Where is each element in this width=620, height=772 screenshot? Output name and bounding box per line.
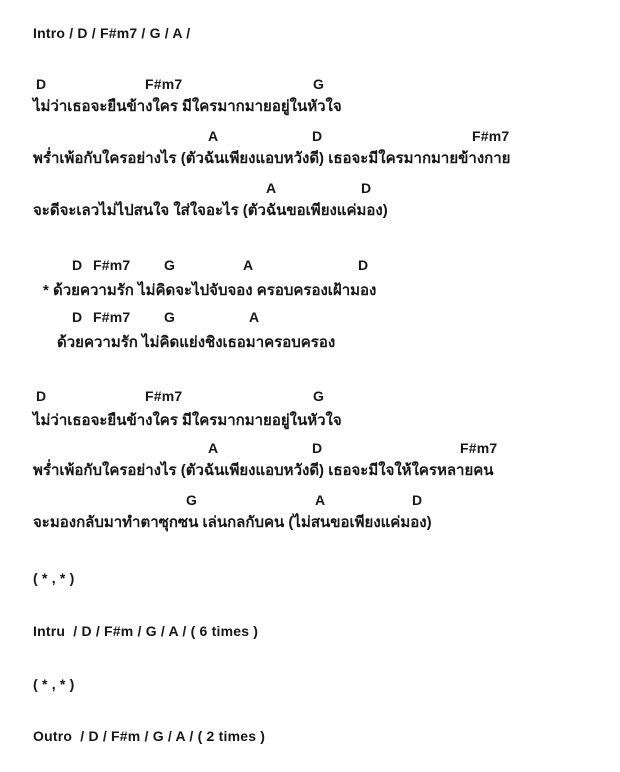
chord-a: A [315,492,326,508]
chord-a: A [249,309,260,325]
chord-line [0,181,620,197]
chord-line [0,77,620,93]
chord-fsharpm7: F#m7 [460,440,498,456]
outro-line: Outro / D / F#m / G / A / ( 2 times ) [33,728,266,744]
chord-d: D [36,76,47,92]
lyric-line: จะมองกลับมาทำตาซุกซน เล่นกลกับคน (ไม่สนขอเพียงแค่มอง) [33,514,432,531]
chord-a: A [266,180,277,196]
chord-g: G [313,76,325,92]
intro-line: Intro / D / F#m7 / G / A / [33,25,191,41]
lyric-line: จะดีจะเลวไม่ไปสนใจ ใส่ใจอะไร (ตัวฉันขอเพียงแค่มอง) [33,202,388,219]
lyric-line: ด้วยความรัก ไม่คิดแย่งชิงเธอมาครอบครอง [57,334,336,351]
lyric-line: * ด้วยความรัก ไม่คิดจะไปจับจอง ครอบครองเฝ้ามอง [43,282,377,299]
chord-d: D [72,309,83,325]
chord-d: D [361,180,372,196]
chord-d: D [312,128,323,144]
chord-line [0,310,620,326]
chord-line [0,258,620,274]
chord-fsharpm7: F#m7 [472,128,510,144]
repeat-marker-1: ( * , * ) [33,570,75,586]
chord-g: G [164,309,176,325]
chord-a: A [208,128,219,144]
chord-line [0,493,620,509]
chord-a: A [208,440,219,456]
chord-d: D [72,257,83,273]
repeat-marker-2: ( * , * ) [33,676,75,692]
chord-d: D [312,440,323,456]
chord-d: D [412,492,423,508]
lyric-line: ไม่ว่าเธอจะยืนข้างใคร มีใครมากมายอยู่ในหัวใจ [33,412,342,429]
chord-fsharpm7: F#m7 [93,309,131,325]
chord-a: A [243,257,254,273]
chord-fsharpm7: F#m7 [93,257,131,273]
chord-d: D [358,257,369,273]
chord-g: G [313,388,325,404]
lyric-line: ไม่ว่าเธอจะยืนข้างใคร มีใครมากมายอยู่ในหัวใจ [33,98,342,115]
chord-d: D [36,388,47,404]
chord-g: G [164,257,176,273]
chord-line [0,389,620,405]
lyric-line: พร่ำเพ้อกับใครอย่างไร (ตัวฉันเพียงแอบหวังดี) เธอจะมีใจให้ใครหลายคน [33,462,494,479]
lyric-line: พร่ำเพ้อกับใครอย่างไร (ตัวฉันเพียงแอบหวังดี) เธอจะมีใครมากมายข้างกาย [33,150,511,167]
chord-fsharpm7: F#m7 [145,388,183,404]
chord-line [0,129,620,145]
chord-g: G [186,492,198,508]
intru-line: Intru / D / F#m / G / A / ( 6 times ) [33,623,259,639]
chord-fsharpm7: F#m7 [145,76,183,92]
chord-line [0,441,620,457]
